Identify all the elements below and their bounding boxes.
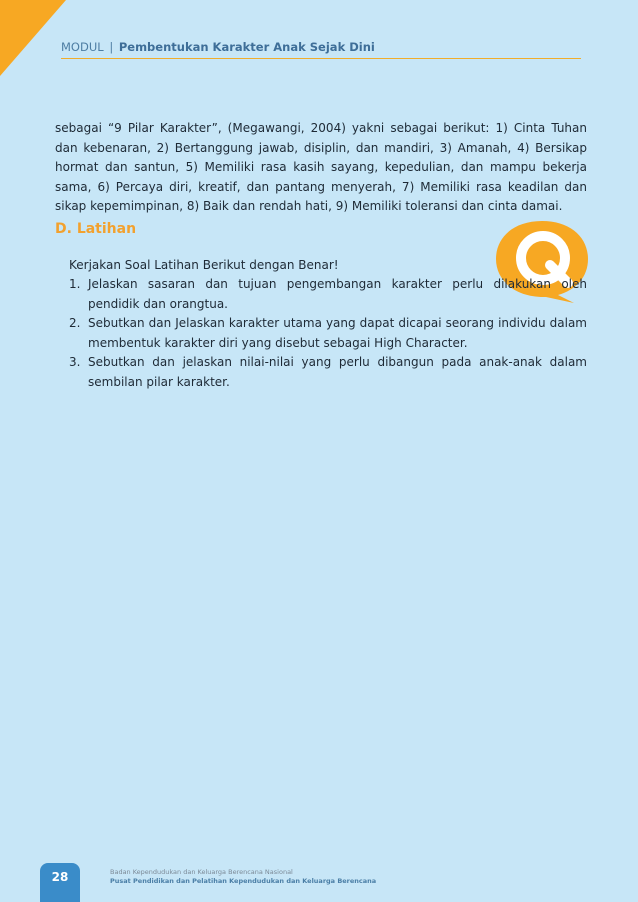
module-title: Pembentukan Karakter Anak Sejak Dini xyxy=(118,40,375,54)
list-item xyxy=(55,353,587,392)
question-text: Sebutkan dan Jelaskan karakter utama yang dapat dicapai seorang individu dalam membentuk karakter diri yang disebut sebagai High Character. xyxy=(88,316,587,350)
question-text: Sebutkan dan jelaskan nilai-nilai yang perlu dibangun pada anak-anak dalam sembilan pilar karakter. xyxy=(88,355,587,389)
question-number: 2. xyxy=(69,316,81,331)
page-header xyxy=(61,40,581,59)
footer-center-name: Pusat Pendidikan dan Pelatihan Kependudukan dan Keluarga Berencana xyxy=(110,877,377,885)
page-number: 28 xyxy=(51,870,69,884)
list-item xyxy=(55,275,587,314)
question-number: 3. xyxy=(69,355,81,370)
section-title: D. Latihan xyxy=(55,221,137,237)
question-number: 1. xyxy=(69,277,81,291)
module-label: MODUL xyxy=(61,40,104,54)
question-text: Jelaskan sasaran dan tujuan pengembangan karakter perlu dilakukan oleh pendidik dan orangtua. xyxy=(88,277,587,311)
exercise-instructions: Kerjakan Soal Latihan Berikut dengan Benar! xyxy=(69,258,339,272)
question-list xyxy=(55,275,587,393)
page-number-badge xyxy=(40,863,80,902)
corner-decoration xyxy=(0,0,66,76)
header-separator: | xyxy=(109,40,114,54)
body-paragraph: sebagai “9 Pilar Karakter”, (Megawangi, 2004) yakni sebagai berikut: 1) Cinta Tuhan dan kebenaran, 2) Bertanggung jawab, disiplin, dan mandiri, 3) Amanah, 4) Bersikap hormat dan santun, 5) Memiliki rasa kasih sayang, kepedulian, dan mampu bekerja sama, 6) Percaya diri, kreatif, dan pantang menyerah, 7) Memiliki rasa keadilan dan sikap kepemimpinan, 8) Baik dan rendah hati, 9) Memiliki toleransi dan cinta damai. xyxy=(55,121,587,214)
footer-org-name: Badan Kependudukan dan Keluarga Berencana Nasional xyxy=(110,868,293,876)
list-item xyxy=(55,314,587,353)
